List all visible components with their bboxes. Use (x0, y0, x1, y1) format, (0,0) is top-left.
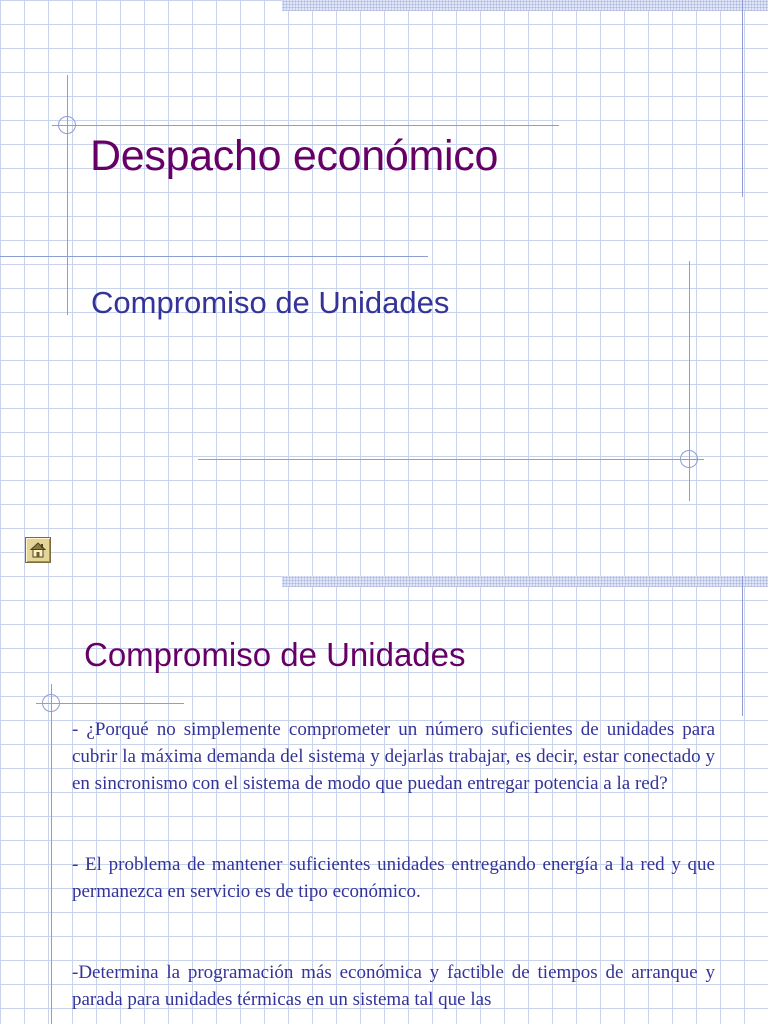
slide-1-subtitle: Compromiso de Unidades (91, 285, 450, 320)
slide-1-title: Despacho económico (90, 132, 499, 180)
accent-line-vertical (51, 684, 52, 1024)
body-paragraph: -Determina la programación más económica y factible de tiempos de arranque y parada para unidades térmicas en un sistema tal que las (72, 962, 715, 1010)
accent-line-horizontal (0, 256, 428, 257)
slide-2 (0, 576, 768, 1024)
top-dotted-band (282, 576, 768, 587)
home-button[interactable] (25, 537, 51, 563)
accent-line-vertical (742, 0, 743, 197)
accent-ring (58, 116, 76, 134)
slide-2-title: Compromiso de Unidades (84, 636, 466, 673)
accent-ring (680, 450, 698, 468)
body-paragraph: - ¿Porqué no simplemente comprometer un número suficientes de unidades para cubrir la máxima demanda del sistema y dejarlas trabajar, es decir, estar conectado y en sincronismo con el sistema de modo que puedan entregar potencia a la red? (72, 719, 715, 794)
accent-ring (42, 694, 60, 712)
top-dotted-band (282, 0, 768, 11)
accent-line-vertical (742, 576, 743, 716)
accent-line-horizontal (52, 125, 559, 126)
slide-2-body (72, 716, 715, 1024)
home-icon (29, 541, 47, 559)
accent-line-horizontal (198, 459, 704, 460)
accent-line-vertical (67, 75, 68, 315)
body-paragraph: - El problema de mantener suficientes unidades entregando energía a la red y que permanezca en servicio es de tipo económico. (72, 854, 715, 902)
